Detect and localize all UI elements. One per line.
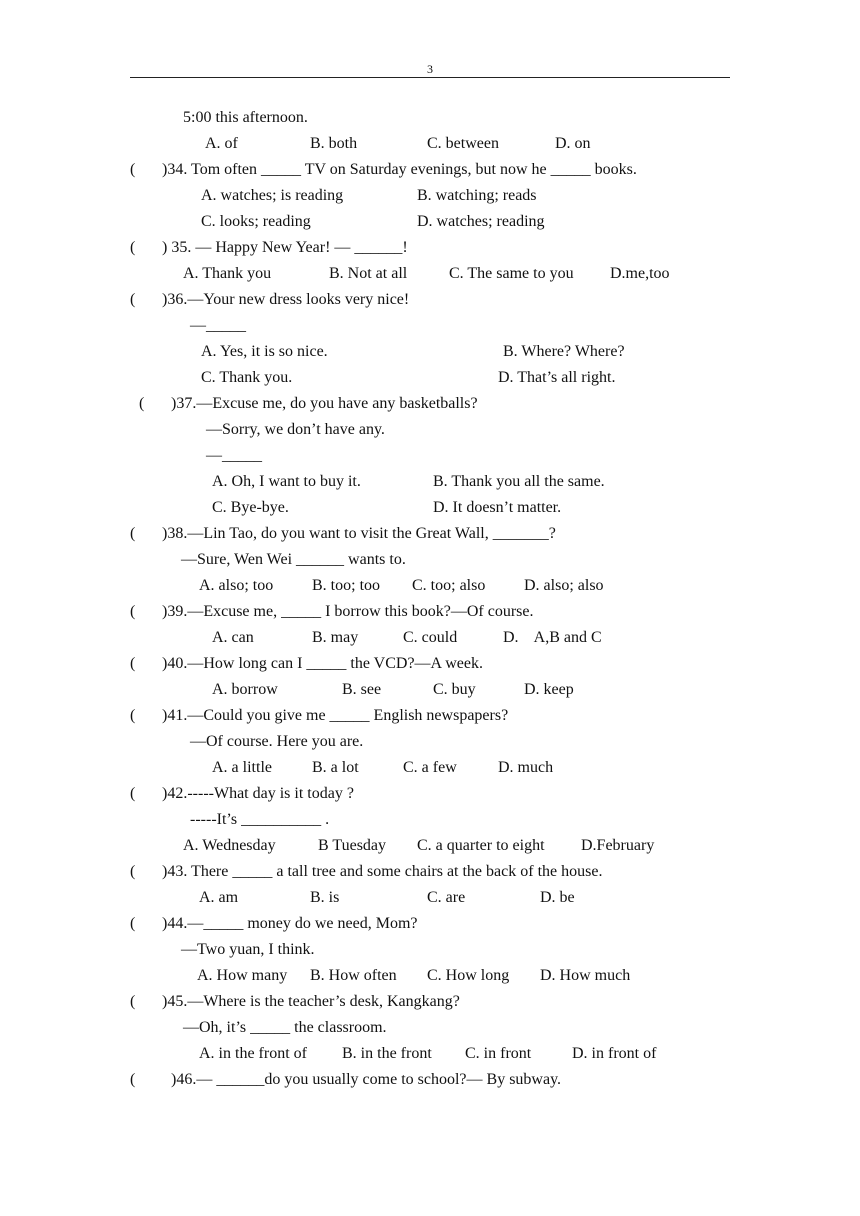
options-line [0,755,860,781]
options-line [0,833,860,859]
response-text: -----It’s __________ . [190,811,330,828]
continuation-line [0,105,860,131]
option-d: D.me,too [610,265,670,282]
answer-bracket: ( [139,395,145,412]
question-stem: )37.—Excuse me, do you have any basketballs? [171,395,478,412]
response-line [0,547,860,573]
option-a: A. Wednesday [183,837,276,854]
option-c: C. a few [403,759,457,776]
options-line [0,573,860,599]
question-line [0,391,860,417]
response-text: —_____ [190,317,246,334]
option-a: A. Thank you [183,265,272,282]
question-stem: )44.—_____ money do we need, Mom? [162,915,418,932]
options-line [0,963,860,989]
response-text: —_____ [206,447,262,464]
answer-bracket: ( [130,1071,136,1088]
option-c: C. are [427,889,466,906]
question-line [0,911,860,937]
option-c: C. Thank you. [201,369,293,386]
question-line [0,989,860,1015]
option-c: C. in front [465,1045,532,1062]
option-d: D. It doesn’t matter. [433,499,562,516]
response-line [0,1015,860,1041]
answer-bracket: ( [130,915,136,932]
response-line [0,443,860,469]
options-line [0,339,860,365]
option-a: A. borrow [212,681,278,698]
options-line [0,183,860,209]
option-a: A. in the front of [199,1045,307,1062]
question-stem: )34. Tom often _____ TV on Saturday evenings, but now he _____ books. [162,161,637,178]
options-line [0,131,860,157]
answer-bracket: ( [130,161,136,178]
answer-bracket: ( [130,785,136,802]
question-stem: )38.—Lin Tao, do you want to visit the Great Wall, _______? [162,525,556,542]
answer-bracket: ( [130,863,136,880]
options-line [0,365,860,391]
option-c: C. could [403,629,458,646]
option-d: D. much [498,759,554,776]
question-stem: )42.-----What day is it today ? [162,785,354,802]
question-line [0,157,860,183]
option-d: D. That’s all right. [498,369,616,386]
question-line [0,599,860,625]
response-line [0,417,860,443]
option-a: A. a little [212,759,272,776]
option-d: D. on [555,135,591,152]
question-stem: )41.—Could you give me _____ English newspapers? [162,707,509,724]
option-c: C. buy [433,681,476,698]
option-d: D. also; also [524,577,604,594]
option-a: A. How many [197,967,288,984]
option-c: C. The same to you [449,265,574,282]
option-d: D. in front of [572,1045,657,1062]
response-line [0,729,860,755]
question-line [0,651,860,677]
response-text: —Sorry, we don’t have any. [206,421,385,438]
option-b: B. in the front [342,1045,432,1062]
options-line [0,209,860,235]
option-b: B. How often [310,967,397,984]
answer-bracket: ( [130,291,136,308]
question-line [0,1067,860,1093]
header-rule [130,77,730,78]
option-d: D. be [540,889,575,906]
option-b: B. Thank you all the same. [433,473,605,490]
option-d: D. A,B and C [503,629,602,646]
response-text: —Of course. Here you are. [190,733,364,750]
option-a: A. am [199,889,239,906]
question-stem: )40.—How long can I _____ the VCD?—A week. [162,655,483,672]
page-number: 3 [427,62,433,76]
options-line [0,469,860,495]
response-line [0,937,860,963]
option-b: B. a lot [312,759,359,776]
answer-bracket: ( [130,993,136,1010]
option-c: C. Bye-bye. [212,499,289,516]
response-line [0,313,860,339]
option-a: A. watches; is reading [201,187,344,204]
question-line [0,703,860,729]
option-b: B Tuesday [318,837,387,854]
option-c: C. between [427,135,499,152]
option-b: B. see [342,681,382,698]
question-line [0,287,860,313]
option-d: D. How much [540,967,631,984]
option-b: B. Not at all [329,265,408,282]
response-text: —Two yuan, I think. [181,941,315,958]
option-b: B. may [312,629,359,646]
answer-bracket: ( [130,525,136,542]
answer-bracket: ( [130,655,136,672]
option-a: A. also; too [199,577,274,594]
response-text: —Oh, it’s _____ the classroom. [183,1019,387,1036]
question-line [0,521,860,547]
options-line [0,677,860,703]
question-stem: )39.—Excuse me, _____ I borrow this book?—Of course. [162,603,534,620]
option-a: A. Oh, I want to buy it. [212,473,361,490]
response-text: —Sure, Wen Wei ______ wants to. [181,551,406,568]
response-line [0,807,860,833]
option-a: A. can [212,629,254,646]
answer-bracket: ( [130,603,136,620]
options-line [0,885,860,911]
option-c: C. too; also [412,577,486,594]
question-stem: )36.—Your new dress looks very nice! [162,291,410,308]
options-line [0,261,860,287]
option-b: B. Where? Where? [503,343,625,360]
answer-bracket: ( [130,707,136,724]
option-b: B. watching; reads [417,187,537,204]
answer-bracket: ( [130,239,136,256]
options-line [0,1041,860,1067]
options-line [0,625,860,651]
question-stem: )46.— ______do you usually come to school?— By subway. [171,1071,562,1088]
question-line [0,235,860,261]
options-line [0,495,860,521]
question-line [0,781,860,807]
option-b: B. both [310,135,358,152]
option-c: C. a quarter to eight [417,837,545,854]
option-d: D. watches; reading [417,213,545,230]
option-d: D. keep [524,681,574,698]
option-d: D.February [581,837,655,854]
option-b: B. is [310,889,340,906]
option-a: A. Yes, it is so nice. [201,343,328,360]
question-line [0,859,860,885]
question-stem: ) 35. — Happy New Year! — ______! [162,239,408,256]
option-c: C. How long [427,967,510,984]
option-b: B. too; too [312,577,381,594]
question-stem: )43. There _____ a tall tree and some chairs at the back of the house. [162,863,603,880]
question-list [0,105,860,1093]
question-stem: )45.—Where is the teacher’s desk, Kangkang? [162,993,460,1010]
option-c: C. looks; reading [201,213,311,230]
question-text: 5:00 this afternoon. [183,109,308,126]
option-a: A. of [205,135,238,152]
